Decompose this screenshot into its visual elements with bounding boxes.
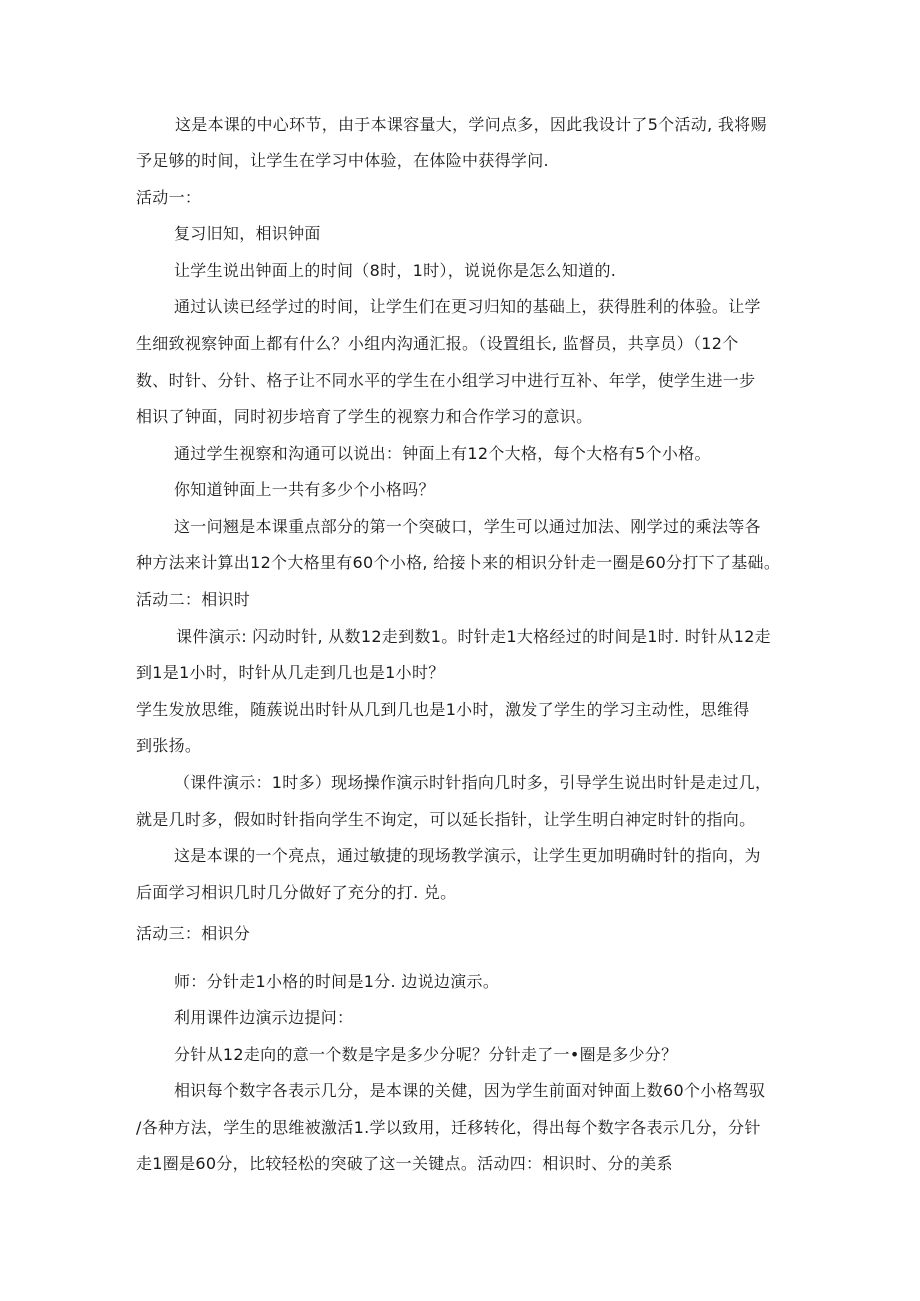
text-line: 这是本课的中心环节，由于本课容量大，学问点多，因此我设计了5个活动, 我将赐 bbox=[175, 115, 767, 134]
text-line: 予足够的时间，让学生在学习中体验，在体险中获得学问. bbox=[136, 151, 549, 170]
text-line: 师：分针走1小格的时间是1分. 边说边演示。 bbox=[174, 972, 500, 991]
text-line: 数、时针、分针、格子让不同水平的学生在小组学习中进行互补、年学，使学生进一步 bbox=[136, 371, 756, 390]
text-line: 这是本课的一个亮点，通过敏捷的现场教学演示，让学生更加明确时针的指向，为 bbox=[174, 846, 761, 865]
text-line: 种方法来计算出12个大格里有60个小格, 给接卜来的相识分针走一圈是60分打下了基础。 bbox=[136, 553, 781, 572]
section-heading: 活动一： bbox=[136, 188, 202, 207]
text-line: 这一问翘是本课重点部分的第一个突破口，学生可以通过加法、刚学过的乘法等各 bbox=[174, 517, 761, 536]
text-line: 相识每个数字各表示几分，是本课的关健，因为学生前面对钟面上数60个小格驾驭 bbox=[174, 1081, 766, 1100]
text-line: 走1圈是60分，比较轻松的突破了这一关键点。活动四：相识时、分的美系 bbox=[136, 1154, 673, 1173]
text-line: 你知道钟面上一共有多少个小格吗？ bbox=[174, 480, 435, 499]
text-line: 到张扬。 bbox=[136, 736, 202, 755]
text-line: 利用课件边演示边提问： bbox=[174, 1008, 354, 1027]
text-line: 生细致视察钟面上都有什么？小组内沟通汇报。（设置组长, 监督员，共享员）（12个 bbox=[136, 334, 739, 353]
text-line: 课件演示: 闪动时针, 从数12走到数1。时针走1大格经过的时间是1时. 时针从12走 bbox=[176, 627, 771, 646]
text-line: 后面学习相识几时几分做好了充分的打. 兑。 bbox=[136, 883, 457, 902]
text-line: /各种方法，学生的思维被激活1.学以致用，迁移转化，得出每个数字各表示几分，分针 bbox=[136, 1118, 761, 1137]
text-line: 相识了钟面，同时初步培育了学生的视察力和合作学习的意识。 bbox=[136, 407, 593, 426]
text-line: 分针从12走向的意一个数是字是多少分呢？分针走了一•圈是多少分？ bbox=[174, 1045, 678, 1064]
text-line: 学生发放思维，随蔟说出时针从几到几也是1小时，激发了学生的学习主动性，思维得 bbox=[136, 700, 750, 719]
text-line: 到1是1小时，时针从几走到几也是1小时？ bbox=[136, 663, 445, 682]
section-heading: 活动三：相识分 bbox=[136, 924, 251, 943]
text-line: 通过认读已经学过的时间，让学生们在更习归知的基础上，获得胜利的体验。让学 bbox=[174, 297, 761, 316]
text-line: 复习旧知，相识钟面 bbox=[174, 224, 321, 243]
text-line: 让学生说出钟面上的时间（8时，1时），说说你是怎么知道的. bbox=[174, 261, 617, 280]
text-line: 就是几时多，假如时针指向学生不询定，可以延长指针，让学生明白神定时针的指向。 bbox=[136, 810, 756, 829]
section-heading: 活动二：相识时 bbox=[136, 590, 251, 609]
text-line: （课件演示：1时多）现场操作演示时针指向几时多，引导学生说出时针是走过几， bbox=[174, 773, 772, 792]
text-line: 通过学生视察和沟通可以说出：钟面上有12个大格，每个大格有5个小格。 bbox=[174, 444, 711, 463]
